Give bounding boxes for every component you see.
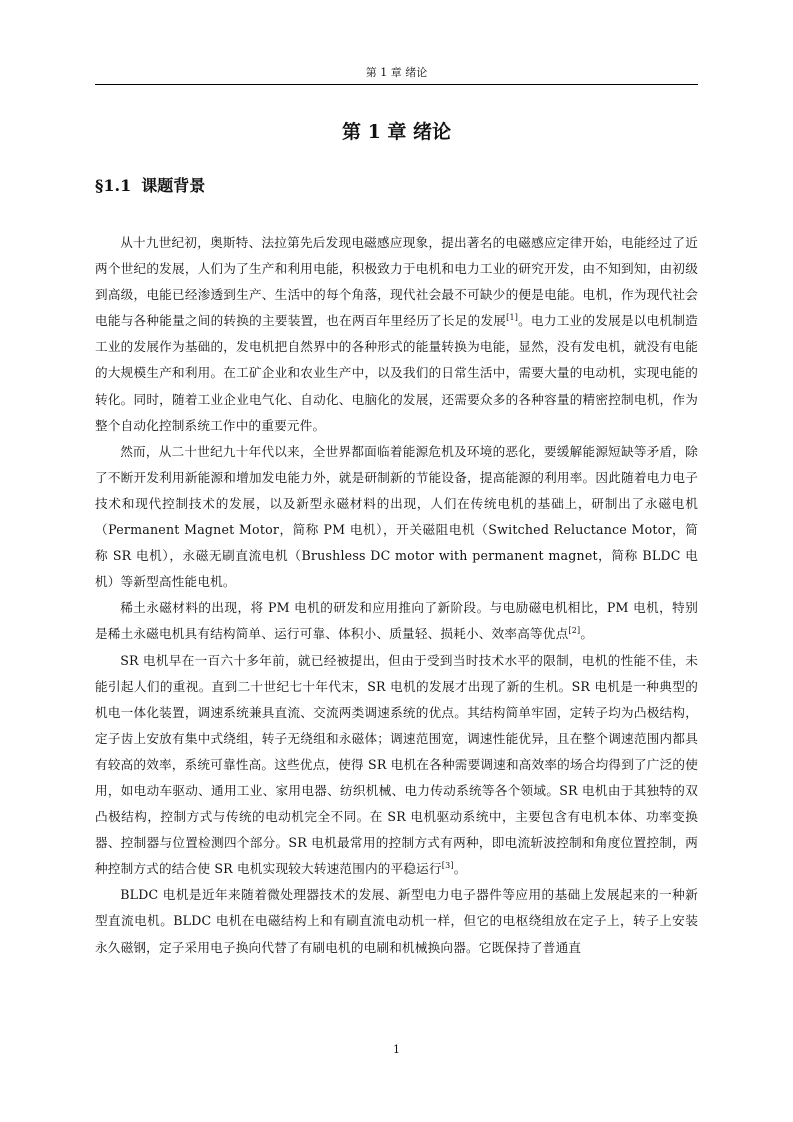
paragraph-text: BLDC 电机是近年来随着微处理器技术的发展、新型电力电子器件等应用的基础上发展起来的一种新型直流电机。BLDC 电机在电磁结构上和有刷直流电动机一样，但它的电枢绕组放在定子上，转子上安装永久磁钢，定子采用电子换向代替了有刷电机的电刷和机械换向器。它既保持了普通直	[95, 887, 698, 955]
paragraph-history-of-electric-machines	[95, 230, 698, 439]
citation-ref: [2]	[568, 626, 581, 636]
section-title-text: 课题背景	[141, 176, 206, 195]
chapter-title: 第 1 章 绪论	[341, 121, 452, 143]
citation-ref: [1]	[506, 313, 519, 323]
citation-ref: [3]	[441, 861, 454, 871]
paragraph-pm-motor	[95, 595, 698, 647]
section-heading	[95, 175, 698, 197]
paragraph-bldc-motor	[95, 882, 698, 960]
paragraph-text: 。	[453, 861, 467, 877]
paragraph-new-motor-types	[95, 439, 698, 596]
paragraph-text: 稀土永磁材料的出现，将 PM 电机的研发和应用推向了新阶段。与电励磁电机相比，PM 电机，特别是稀土永磁电机具有结构简单、运行可靠、体积小、质量轻、损耗小、效率高等优点	[95, 600, 698, 642]
paragraph-text: SR 电机早在一百六十多年前，就已经被提出，但由于受到当时技术水平的限制，电机的性能不佳，未能引起人们的重视。直到二十世纪七十年代末，SR 电机的发展才出现了新的生机。SR 电机是一种典型的机电一体化装置，调速系统兼具直流、交流两类调速系统的优点。其结构简单牢固，定转子均为凸极结构，定子齿上安放有集中式绕组，转子无绕组和永磁体；调速范围宽，调速性能优异，且在整个调速范围内都具有较高的效率，系统可靠性高。这些优点，使得 SR 电机在各种需要调速和高效率的场合均得到了广泛的使用，如电动车驱动、通用工业、家用电器、纺织机械、电力传动系统等各个领域。SR 电机由于其独特的双凸极结构，控制方式与传统的电动机完全不同。在 SR 电机驱动系统中，主要包含有电机本体、功率变换器、控制器与位置检测四个部分。SR 电机最常用的控制方式有两种，即电流斩波控制和角度位置控制，两种控制方式的结合使 SR 电机实现较大转速范围内的平稳运行	[95, 652, 698, 877]
paragraph-text: 。电力工业的发展是以电机制造工业的发展作为基础的，发电机把自然界中的各种形式的能量转换为电能，显然，没有发电机，就没有电能的大规模生产和利用。在工矿企业和农业生产中，以及我们的日常生活中，需要大量的电动机，实现电能的转化。同时，随着工业企业电气化、自动化、电脑化的发展，还需要众多的各种容量的精密控制电机，作为整个自动化控制系统工作中的重要元件。	[95, 313, 698, 433]
paragraph-text: 从十九世纪初，奥斯特、法拉第先后发现电磁感应现象，提出著名的电磁感应定律开始，电能经过了近两个世纪的发展，人们为了生产和利用电能，积极致力于电机和电力工业的研究开发，由不知到知，由初级到高级，电能已经渗透到生产、生活中的每个角落，现代社会最不可缺少的便是电能。电机，作为现代社会电能与各种能量之间的转换的主要装置，也在两百年里经历了长足的发展	[95, 235, 698, 329]
paragraph-text: 。	[580, 626, 594, 642]
page-number: 1	[393, 1043, 400, 1056]
body-text	[95, 230, 698, 961]
running-header: 第 1 章 绪论	[95, 66, 698, 85]
section-number: §1.1	[95, 176, 132, 195]
paragraph-sr-motor	[95, 648, 698, 883]
paragraph-text: 然而，从二十世纪九十年代以来，全世界都面临着能源危机及环境的恶化，要缓解能源短缺等矛盾，除了不断开发利用新能源和增加发电能力外，就是研制新的节能设备，提高能源的利用率。因此随着电力电子技术和现代控制技术的发展，以及新型永磁材料的出现，人们在传统电机的基础上，研制出了永磁电机（Permanent Magnet Motor，简称 PM 电机），开关磁阻电机（Switched Reluctance Motor，简称 SR 电机），永磁无刷直流电机（Brushless DC motor with permanent magnet，简称 BLDC 电机）等新型高性能电机。	[95, 443, 698, 590]
